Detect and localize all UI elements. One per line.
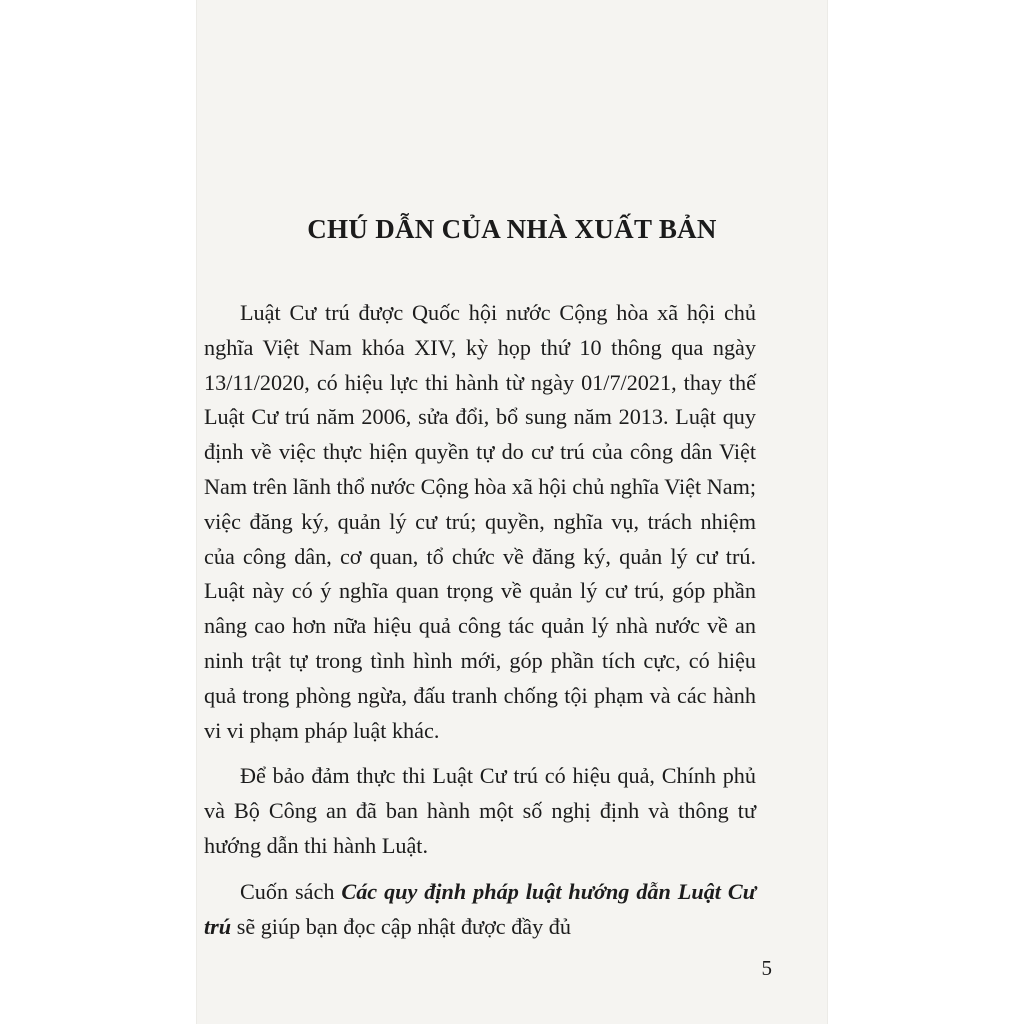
book-title: Các quy định pháp luật hướng dẫn Luật Cư trú bbox=[204, 878, 756, 939]
book-page bbox=[196, 0, 828, 1024]
body-text bbox=[204, 296, 756, 944]
closing-prefix: Cuốn sách bbox=[240, 878, 342, 904]
page-heading: CHÚ DẪN CỦA NHÀ XUẤT BẢN bbox=[307, 214, 717, 244]
page-number: 5 bbox=[761, 956, 772, 980]
closing-suffix: sẽ giúp bạn đọc cập nhật được đầy đủ bbox=[231, 913, 571, 939]
paragraph-3 bbox=[204, 875, 756, 945]
paragraph-2: Để bảo đảm thực thi Luật Cư trú có hiệu quả, Chính phủ và Bộ Công an đã ban hành một số nghị định và thông tư hướng dẫn thi hành Luật. bbox=[204, 763, 756, 858]
paragraph-1: Luật Cư trú được Quốc hội nước Cộng hòa xã hội chủ nghĩa Việt Nam khóa XIV, kỳ họp thứ 10 thông qua ngày 13/11/2020, có hiệu lực thi hành từ ngày 01/7/2021, thay thế Luật Cư trú năm 2006, sửa đổi, bổ sung năm 2013. Luật quy định về việc thực hiện quyền tự do cư trú của công dân Việt Nam trên lãnh thổ nước Cộng hòa xã hội chủ nghĩa Việt Nam; việc đăng ký, quản lý cư trú; quyền, nghĩa vụ, trách nhiệm của công dân, cơ quan, tổ chức về đăng ký, quản lý cư trú. Luật này có ý nghĩa quan trọng về quản lý cư trú, góp phần nâng cao hơn nữa hiệu quả công tác quản lý nhà nước về an ninh trật tự trong tình hình mới, góp phần tích cực, có hiệu quả trong phòng ngừa, đấu tranh chống tội phạm và các hành vi vi phạm pháp luật khác. bbox=[204, 300, 756, 743]
